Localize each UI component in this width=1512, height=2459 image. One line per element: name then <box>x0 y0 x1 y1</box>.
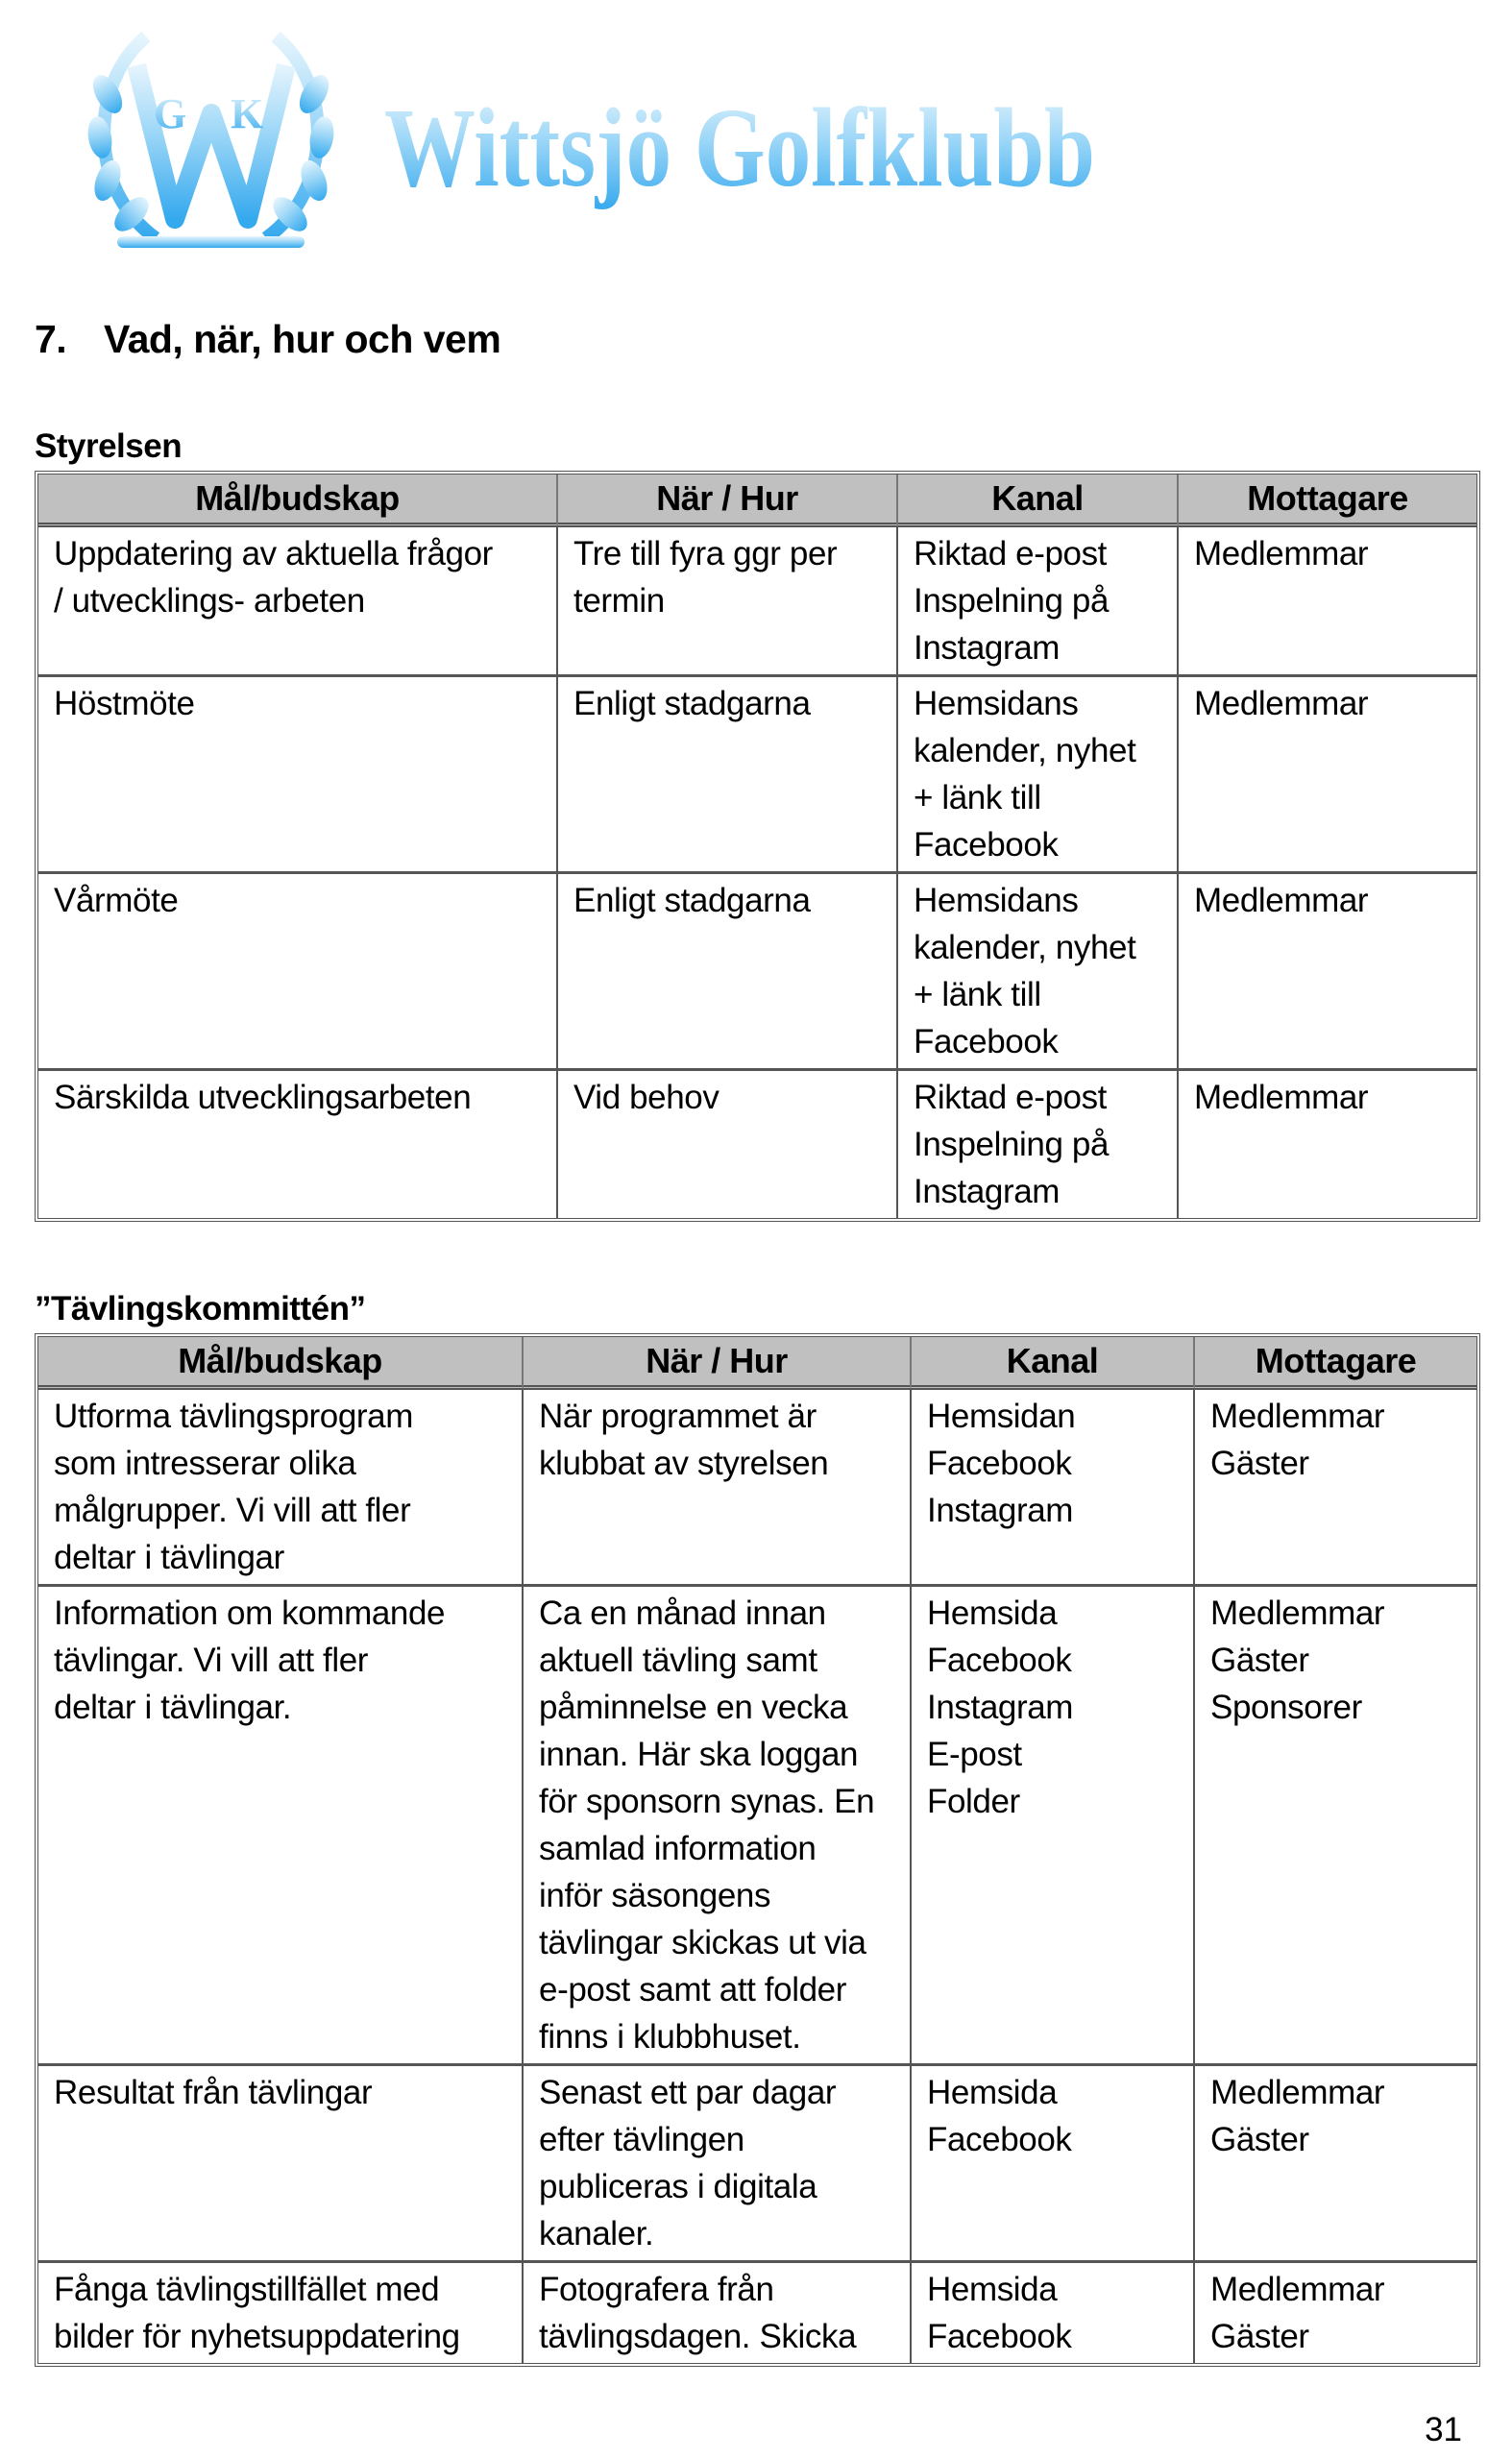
cell-when-how <box>524 1587 912 2066</box>
cell-text-line: Särskilda utvecklingsarbeten <box>54 1079 472 1116</box>
cell-goal <box>38 1390 524 1587</box>
section-number: 7. <box>35 317 67 361</box>
cell-text-line: Medlemmar <box>1210 2271 1385 2308</box>
svg-text:G: G <box>154 90 187 137</box>
cell-text-line: Hemsida <box>927 2074 1058 2111</box>
cell-channel <box>898 677 1179 874</box>
column-header: Mottagare <box>1179 475 1476 527</box>
table-row <box>38 2263 1476 2363</box>
cell-text-line: Senast ett par dagar <box>539 2074 837 2111</box>
cell-text-line: Hemsidans <box>914 685 1079 722</box>
cell-text-line: Medlemmar <box>1210 2074 1385 2111</box>
cell-text-line: påminnelse en vecka <box>539 1689 848 1726</box>
table-body <box>38 1390 1476 2363</box>
column-header: När / Hur <box>524 1337 912 1390</box>
cell-text-line: kalender, nyhet <box>914 929 1136 966</box>
cell-text-line: publiceras i digitala <box>539 2168 817 2205</box>
cell-text-line: bilder för nyhetsuppdatering <box>54 2318 460 2355</box>
cell-text-line: Information om kommande <box>54 1595 446 1632</box>
cell-text-line: + länk till <box>914 976 1041 1013</box>
cell-text-line: kanaler. <box>539 2215 654 2252</box>
cell-channel <box>898 1071 1179 1218</box>
cell-recipient <box>1195 2263 1476 2363</box>
cell-text-line: Gäster <box>1210 1445 1309 1482</box>
table-body <box>38 527 1476 1218</box>
cell-text-line: / utvecklings- arbeten <box>54 582 365 620</box>
cell-text-line: Vid behov <box>573 1079 719 1116</box>
cell-text-line: som intresserar olika <box>54 1445 356 1482</box>
cell-text-line: Riktad e-post <box>914 1079 1108 1116</box>
cell-text-line: Medlemmar <box>1210 1398 1385 1435</box>
cell-text-line: e-post samt att folder <box>539 1971 846 2009</box>
cell-recipient <box>1195 2066 1476 2263</box>
cell-text-line: Facebook <box>914 1023 1059 1060</box>
cell-goal <box>38 677 558 874</box>
cell-text-line: Utforma tävlingsprogram <box>54 1398 413 1435</box>
cell-text-line: Vårmöte <box>54 882 179 919</box>
cell-text-line: Facebook <box>927 1445 1072 1482</box>
cell-text-line: Medlemmar <box>1194 882 1369 919</box>
cell-text-line: Gäster <box>1210 2318 1309 2355</box>
cell-when-how <box>558 1071 898 1218</box>
communication-table-tavlingskommitten <box>35 1333 1480 2367</box>
table-header-row <box>38 1337 1476 1390</box>
cell-text-line: Fånga tävlingstillfället med <box>54 2271 440 2308</box>
cell-text-line: finns i klubbhuset. <box>539 2018 801 2056</box>
table-row <box>38 1071 1476 1218</box>
cell-text-line: Facebook <box>914 826 1059 864</box>
cell-text-line: Instagram <box>927 1689 1074 1726</box>
cell-text-line: Instagram <box>914 629 1061 667</box>
cell-goal <box>38 2066 524 2263</box>
table-row <box>38 1390 1476 1587</box>
cell-text-line: Hemsidans <box>914 882 1079 919</box>
cell-channel <box>912 2263 1195 2363</box>
cell-text-line: Enligt stadgarna <box>573 685 811 722</box>
cell-text-line: + länk till <box>914 779 1041 816</box>
cell-text-line: Fotografera från <box>539 2271 774 2308</box>
cell-text-line: Ca en månad innan <box>539 1595 826 1632</box>
column-header: Kanal <box>912 1337 1195 1390</box>
cell-recipient <box>1195 1390 1476 1587</box>
logo-wordmark: Wittsjö Golfklubb <box>384 85 1095 210</box>
cell-text-line: Inspelning på <box>914 582 1110 620</box>
section-heading <box>35 317 500 362</box>
cell-text-line: klubbat av styrelsen <box>539 1445 829 1482</box>
cell-channel <box>912 1390 1195 1587</box>
cell-text-line: Medlemmar <box>1194 1079 1369 1116</box>
table-header-row <box>38 475 1476 527</box>
cell-text-line: Gäster <box>1210 2121 1309 2158</box>
cell-channel <box>898 527 1179 677</box>
cell-goal <box>38 2263 524 2363</box>
cell-recipient <box>1179 1071 1476 1218</box>
club-logo <box>79 8 1107 259</box>
table-title-tavlingskommitten: ”Tävlingskommittén” <box>35 1290 366 1327</box>
cell-text-line: Hemsida <box>927 2271 1058 2308</box>
cell-text-line: Inspelning på <box>914 1126 1110 1163</box>
cell-recipient <box>1195 1587 1476 2066</box>
cell-text-line: Facebook <box>927 2318 1072 2355</box>
cell-text-line: tävlingar skickas ut via <box>539 1924 866 1961</box>
cell-goal <box>38 527 558 677</box>
cell-text-line: deltar i tävlingar <box>54 1539 284 1576</box>
cell-text-line: Gäster <box>1210 1642 1309 1679</box>
cell-text-line: När programmet är <box>539 1398 817 1435</box>
emblem-icon <box>85 37 336 248</box>
cell-when-how <box>558 527 898 677</box>
cell-text-line: Medlemmar <box>1210 1595 1385 1632</box>
cell-text-line: Folder <box>927 1783 1020 1820</box>
cell-text-line: innan. Här ska loggan <box>539 1736 859 1773</box>
cell-text-line: Hemsida <box>927 1595 1058 1632</box>
cell-text-line: samlad information <box>539 1830 817 1867</box>
cell-text-line: E-post <box>927 1736 1022 1773</box>
table-row <box>38 1587 1476 2066</box>
cell-text-line: Hemsidan <box>927 1398 1076 1435</box>
cell-text-line: tävlingsdagen. Skicka <box>539 2318 857 2355</box>
cell-when-how <box>524 2263 912 2363</box>
cell-text-line: Uppdatering av aktuella frågor <box>54 535 493 572</box>
cell-text-line: inför säsongens <box>539 1877 771 1914</box>
cell-recipient <box>1179 874 1476 1071</box>
cell-text-line: Instagram <box>927 1492 1074 1529</box>
column-header: Mål/budskap <box>38 1337 524 1390</box>
cell-channel <box>912 2066 1195 2263</box>
svg-text:K: K <box>231 90 264 137</box>
cell-text-line: Sponsorer <box>1210 1689 1362 1726</box>
cell-goal <box>38 1071 558 1218</box>
cell-text-line: Instagram <box>914 1173 1061 1210</box>
communication-table-styrelsen <box>35 471 1480 1222</box>
cell-text-line: Medlemmar <box>1194 685 1369 722</box>
cell-text-line: Facebook <box>927 2121 1072 2158</box>
cell-text-line: aktuell tävling samt <box>539 1642 817 1679</box>
cell-text-line: Riktad e-post <box>914 535 1108 572</box>
section-title: Vad, när, hur och vem <box>104 317 501 361</box>
table-row <box>38 2066 1476 2263</box>
cell-text-line: kalender, nyhet <box>914 732 1136 769</box>
cell-goal <box>38 1587 524 2066</box>
column-header: När / Hur <box>558 475 898 527</box>
cell-text-line: Facebook <box>927 1642 1072 1679</box>
cell-text-line: Enligt stadgarna <box>573 882 811 919</box>
cell-text-line: tävlingar. Vi vill att fler <box>54 1642 369 1679</box>
column-header: Kanal <box>898 475 1179 527</box>
cell-text-line: Medlemmar <box>1194 535 1369 572</box>
cell-text-line: målgrupper. Vi vill att fler <box>54 1492 411 1529</box>
cell-text-line: termin <box>573 582 665 620</box>
page-number: 31 <box>1425 2411 1462 2448</box>
cell-recipient <box>1179 527 1476 677</box>
cell-recipient <box>1179 677 1476 874</box>
column-header: Mål/budskap <box>38 475 558 527</box>
cell-goal <box>38 874 558 1071</box>
cell-text-line: Tre till fyra ggr per <box>573 535 838 572</box>
column-header: Mottagare <box>1195 1337 1476 1390</box>
cell-when-how <box>524 2066 912 2263</box>
cell-text-line: deltar i tävlingar. <box>54 1689 292 1726</box>
table-row <box>38 677 1476 874</box>
cell-text-line: Resultat från tävlingar <box>54 2074 373 2111</box>
table-title-styrelsen: Styrelsen <box>35 427 183 465</box>
cell-channel <box>898 874 1179 1071</box>
cell-when-how <box>524 1390 912 1587</box>
table-row <box>38 527 1476 677</box>
cell-channel <box>912 1587 1195 2066</box>
table-row <box>38 874 1476 1071</box>
cell-text-line: för sponsorn synas. En <box>539 1783 875 1820</box>
cell-text-line: efter tävlingen <box>539 2121 744 2158</box>
cell-text-line: Höstmöte <box>54 685 195 722</box>
cell-when-how <box>558 874 898 1071</box>
cell-when-how <box>558 677 898 874</box>
